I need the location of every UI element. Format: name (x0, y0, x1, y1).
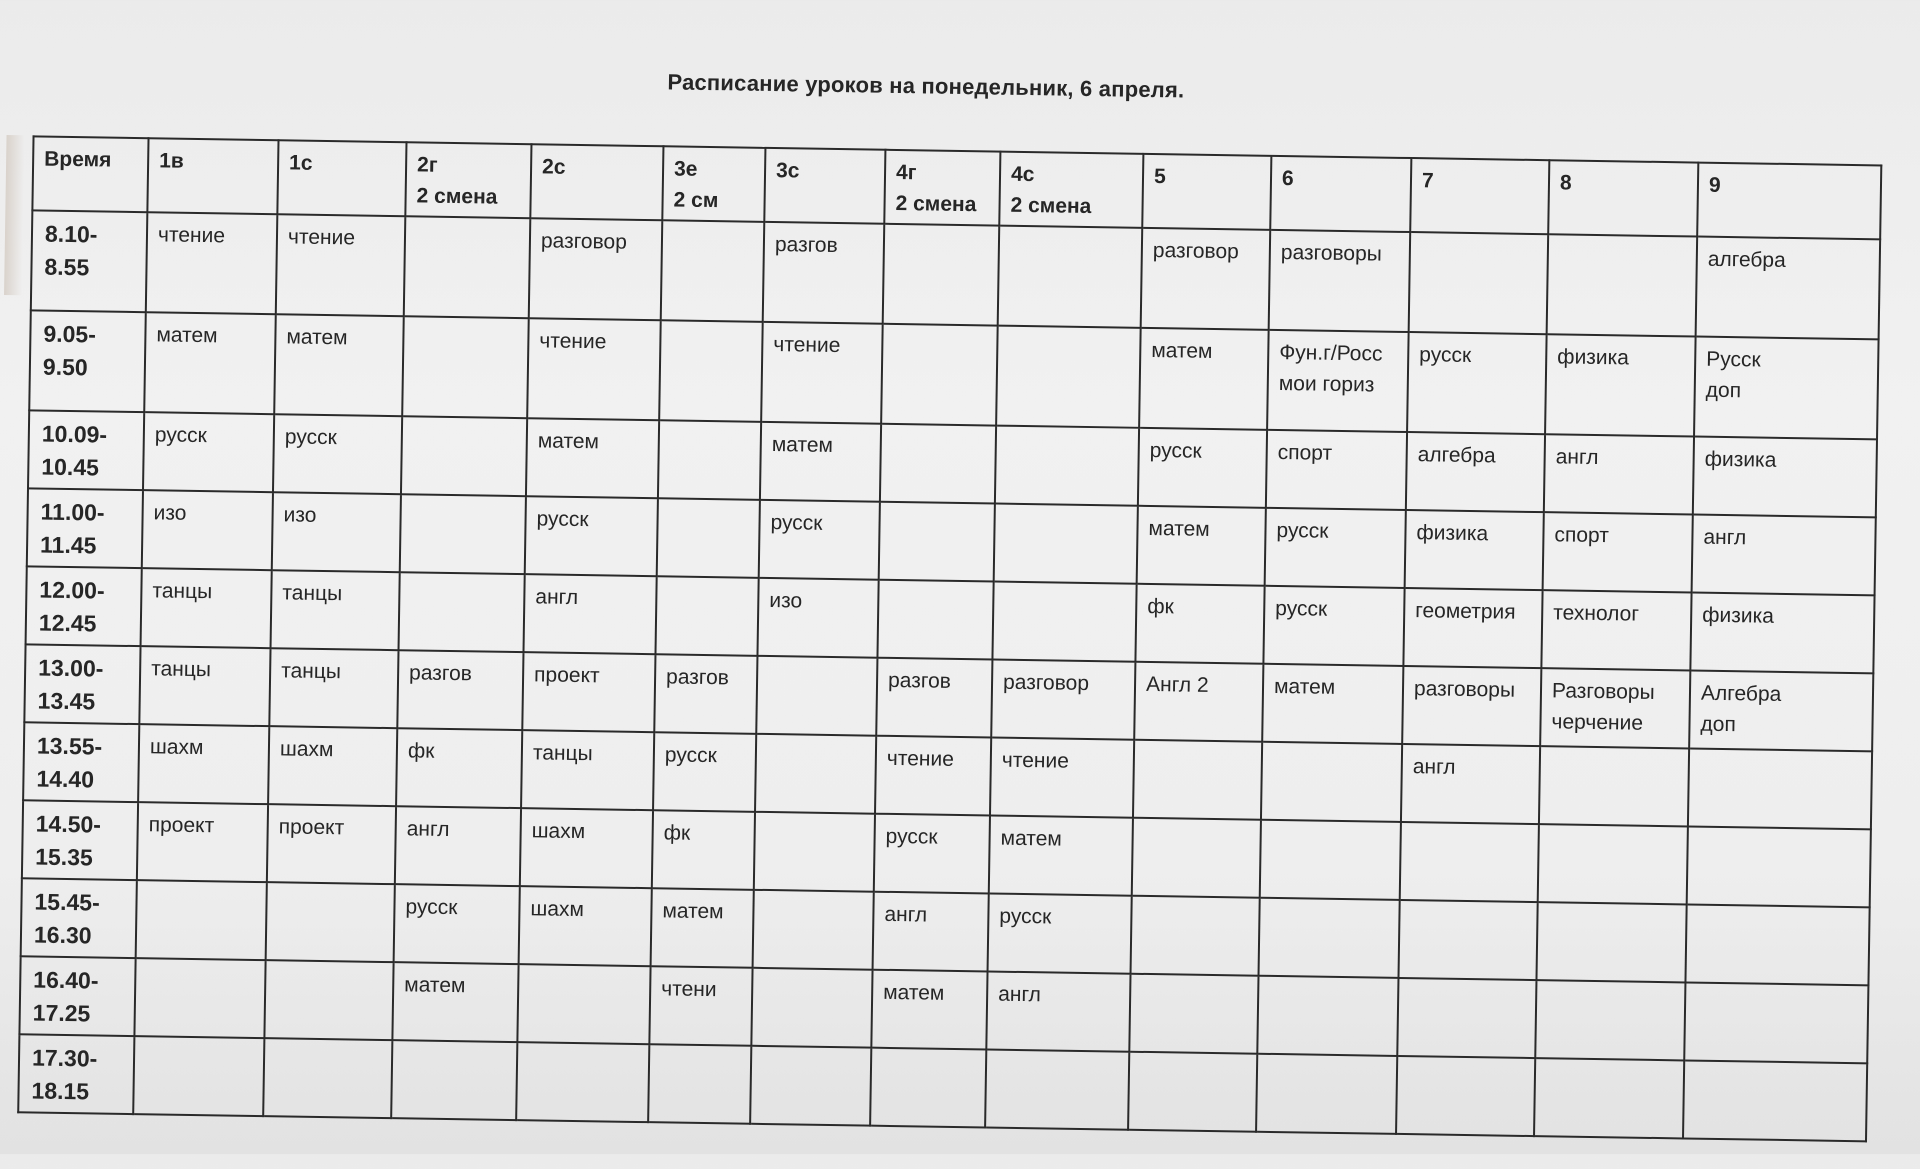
lesson-cell (1400, 822, 1539, 902)
lesson-cell (1138, 428, 1267, 508)
lesson-cell (523, 574, 656, 654)
time-slot (31, 210, 148, 312)
lesson-name: англ (1703, 525, 1747, 550)
lesson-cell (1409, 232, 1549, 334)
header-class-name: 6 (1281, 167, 1294, 191)
lesson-cell (761, 322, 883, 424)
lesson-name: шахм (279, 737, 334, 762)
time-end: 14.40 (36, 765, 95, 793)
lesson-cell (519, 886, 652, 966)
header-shift: 2 смена (416, 184, 498, 209)
lesson-cell (986, 971, 1130, 1051)
lesson-name: русск (405, 895, 458, 920)
lesson-name: русск (1419, 343, 1472, 368)
lesson-name: англ (406, 817, 450, 842)
lesson-cell (520, 808, 653, 888)
lesson-cell (136, 880, 267, 960)
time-end: 10.45 (41, 453, 100, 481)
lesson-cell (1692, 515, 1876, 596)
lesson-cell (1133, 740, 1262, 820)
lesson-name: шахм (531, 819, 586, 844)
lesson-name: алгебра (1417, 443, 1496, 468)
lesson-cell (1536, 902, 1686, 982)
time-slot (24, 644, 140, 724)
lesson-cell (269, 648, 398, 728)
lesson-cell (1261, 742, 1402, 822)
lesson-cell (1137, 506, 1266, 586)
header-class-name: 9 (1708, 173, 1721, 197)
lesson-cell (1269, 230, 1411, 332)
lesson-cell (1545, 334, 1696, 436)
lesson-cell (996, 326, 1141, 428)
time-end: 13.45 (37, 687, 96, 715)
lesson-cell (404, 216, 531, 318)
lesson-cell (998, 226, 1143, 328)
lesson-cell (1131, 896, 1260, 976)
lesson-name: чтение (157, 223, 226, 248)
lesson-cell (1256, 1054, 1397, 1134)
lesson-cell (1694, 337, 1879, 440)
page-title: Расписание уроков на понедельник, 6 апреля. (667, 69, 1185, 103)
time-end: 15.35 (35, 843, 93, 871)
lesson-cell (142, 490, 273, 570)
header-class-name: 8 (1559, 171, 1572, 195)
lesson-cell (870, 1048, 986, 1128)
lesson-name: Разговоры (1551, 679, 1655, 704)
lesson-name: матем (771, 433, 834, 457)
lesson-name: доп (1700, 712, 1737, 737)
lesson-cell (138, 724, 269, 804)
lesson-cell (264, 960, 393, 1040)
time-start: 8.10- (44, 220, 98, 248)
lesson-cell (1398, 900, 1537, 980)
time-slot (18, 1034, 134, 1114)
lesson-cell (876, 658, 992, 738)
lesson-name: проект (278, 815, 345, 840)
time-slot (21, 878, 137, 958)
lesson-cell (1689, 670, 1873, 751)
lesson-name: матем (1148, 516, 1210, 541)
lesson-name: физика (1702, 603, 1775, 628)
lesson-name: русск (999, 904, 1052, 929)
schedule-table (17, 135, 1882, 1142)
lesson-name: матем (662, 899, 724, 924)
lesson-cell (759, 500, 880, 580)
lesson-cell (522, 652, 655, 732)
lesson-cell (874, 814, 990, 894)
lesson-cell (268, 726, 397, 806)
lesson-name: русск (1149, 438, 1202, 463)
lesson-name: Русск (1706, 347, 1761, 372)
lesson-name: разговор (540, 229, 628, 254)
header-class (530, 144, 663, 220)
lesson-cell (521, 730, 654, 810)
time-slot (29, 310, 146, 412)
lesson-name: русск (536, 507, 589, 532)
lesson-cell (1406, 432, 1545, 512)
lesson-cell (649, 966, 752, 1046)
lesson-name: фк (407, 739, 435, 763)
time-slot (27, 488, 143, 568)
lesson-cell (661, 220, 765, 322)
lesson-cell (1401, 744, 1540, 824)
lesson-cell (394, 884, 520, 964)
lesson-cell (1262, 664, 1403, 744)
lesson-name: разгов (774, 233, 838, 258)
lesson-cell (1534, 1058, 1684, 1138)
lesson-cell (276, 214, 406, 316)
lesson-name: разгов (408, 661, 473, 686)
lesson-cell (1683, 1060, 1867, 1141)
lesson-cell (517, 964, 650, 1044)
header-class-name: Время (44, 147, 112, 172)
lesson-name: изо (769, 589, 803, 613)
lesson-cell (144, 312, 276, 414)
header-class-name: 4с (1010, 162, 1035, 187)
lesson-cell (396, 728, 522, 808)
lesson-name: разговор (1152, 238, 1239, 264)
time-slot (19, 956, 135, 1036)
lesson-cell (994, 504, 1138, 584)
header-class (405, 142, 531, 218)
lesson-cell (992, 582, 1136, 662)
lesson-cell (873, 892, 989, 972)
lesson-name: матем (1273, 674, 1336, 699)
lesson-cell (392, 962, 518, 1042)
lesson-cell (402, 316, 529, 418)
lesson-name: матем (1000, 826, 1062, 851)
lesson-name: технолог (1553, 601, 1640, 626)
lesson-cell (1690, 592, 1874, 673)
lesson-name: Англ 2 (1145, 672, 1209, 697)
lesson-name: матем (156, 323, 218, 348)
lesson-name: матем (883, 980, 945, 1005)
lesson-cell (527, 318, 661, 420)
lesson-cell (1685, 904, 1869, 985)
lesson-name: спорт (1554, 523, 1610, 548)
lesson-cell (267, 804, 396, 884)
lesson-name: шахм (530, 897, 585, 922)
lesson-cell (1141, 228, 1271, 330)
lesson-cell (1547, 234, 1698, 336)
lesson-name: танцы (151, 657, 212, 682)
lesson-cell (755, 734, 876, 814)
header-class (1548, 160, 1698, 236)
lesson-cell (525, 496, 658, 576)
time-end: 11.45 (39, 531, 97, 559)
header-class (1270, 156, 1411, 232)
lesson-cell (879, 502, 995, 582)
lesson-name: матем (404, 973, 466, 998)
lesson-cell (881, 324, 998, 426)
lesson-name: фк (1147, 594, 1174, 619)
lesson-name: алгебра (1707, 247, 1786, 272)
lesson-name: англ (535, 585, 579, 610)
lesson-name: матем (1151, 338, 1213, 363)
lesson-cell (1402, 666, 1541, 746)
lesson-cell (658, 420, 761, 500)
lesson-cell (1688, 748, 1872, 829)
lesson-name: русск (885, 824, 938, 849)
header-class (1410, 158, 1549, 234)
lesson-cell (266, 882, 395, 962)
lesson-cell (763, 222, 885, 324)
lesson-name: физика (1557, 345, 1630, 370)
time-start: 11.00- (40, 498, 105, 526)
lesson-cell (757, 578, 878, 658)
time-start: 15.45- (34, 888, 100, 916)
lesson-cell (985, 1049, 1129, 1129)
time-end: 18.15 (31, 1077, 90, 1105)
lesson-cell (274, 314, 404, 416)
lesson-cell (399, 572, 525, 652)
lesson-cell (146, 212, 278, 314)
lesson-cell (883, 224, 1000, 326)
lesson-cell (391, 1040, 517, 1120)
lesson-name: разговоры (1280, 241, 1383, 266)
time-start: 12.00- (39, 576, 105, 604)
header-class (1697, 163, 1881, 240)
lesson-cell (751, 968, 872, 1048)
lesson-name: танцы (280, 659, 342, 684)
lesson-cell (652, 810, 755, 890)
lesson-cell (1541, 590, 1691, 670)
lesson-cell (526, 418, 659, 498)
lesson-cell (1139, 328, 1269, 430)
header-class-name: 5 (1153, 165, 1166, 189)
lesson-cell (1539, 746, 1689, 826)
header-shift: 2 смена (895, 191, 977, 217)
header-class-name: 3с (775, 159, 800, 183)
lesson-cell (871, 970, 987, 1050)
lesson-name: проект (533, 663, 600, 688)
lesson-cell (990, 738, 1134, 818)
lesson-name: чтение (539, 329, 607, 354)
lesson-name: изо (283, 503, 317, 527)
lesson-name: мои гориз (1278, 371, 1375, 397)
lesson-cell (1129, 974, 1258, 1054)
lesson-cell (1403, 588, 1542, 668)
lesson-name: геометрия (1415, 599, 1516, 624)
lesson-name: шахм (149, 735, 204, 760)
lesson-name: англ (998, 982, 1042, 1007)
time-end: 12.45 (38, 609, 97, 637)
lesson-cell (1134, 662, 1263, 742)
lesson-name: танцы (152, 579, 213, 604)
time-slot (23, 722, 139, 802)
lesson-cell (1257, 976, 1398, 1056)
lesson-cell (991, 660, 1135, 740)
lesson-cell (1543, 512, 1693, 592)
lesson-name: чтение (1001, 748, 1070, 773)
lesson-cell (655, 576, 758, 656)
lesson-cell (1263, 586, 1404, 666)
lesson-cell (133, 1036, 264, 1116)
lesson-name: Алгебра (1700, 681, 1782, 706)
time-end: 9.50 (42, 353, 88, 381)
lesson-cell (1135, 584, 1264, 664)
time-start: 13.55- (36, 732, 103, 760)
lesson-cell (1693, 437, 1877, 518)
lesson-name: разговор (1002, 670, 1090, 696)
lesson-cell (1407, 332, 1547, 434)
lesson-name: русск (154, 423, 207, 448)
lesson-cell (134, 958, 265, 1038)
lesson-name: англ (1412, 755, 1456, 779)
lesson-cell (1259, 898, 1400, 978)
lesson-cell (1266, 430, 1407, 510)
time-start: 16.40- (33, 966, 99, 994)
lesson-cell (750, 1046, 871, 1126)
header-class (884, 150, 1000, 226)
header-time (32, 136, 148, 212)
lesson-cell (875, 736, 991, 816)
lesson-cell (141, 568, 272, 648)
time-start: 13.00- (37, 654, 104, 682)
lesson-cell (1265, 508, 1406, 588)
lesson-name: разговоры (1413, 677, 1516, 702)
lesson-cell (139, 646, 270, 726)
lesson-cell (400, 494, 526, 574)
lesson-name: черчение (1551, 710, 1644, 735)
time-end: 8.55 (44, 253, 90, 281)
lesson-cell (1132, 818, 1261, 898)
lesson-cell (760, 422, 881, 502)
lesson-name: русск (1276, 518, 1329, 543)
lesson-cell (756, 656, 877, 736)
lesson-cell (651, 888, 754, 968)
lesson-name: танцы (282, 581, 343, 606)
lesson-name: чтени (661, 977, 717, 1002)
header-shift: 2 смена (1010, 193, 1092, 219)
lesson-cell (989, 816, 1133, 896)
lesson-cell (659, 320, 763, 422)
lesson-cell (529, 218, 663, 320)
lesson-name: русск (284, 425, 337, 450)
header-class-name: 4г (895, 160, 917, 185)
header-class (147, 138, 278, 214)
lesson-name: чтение (773, 333, 841, 358)
lesson-name: русск (1275, 596, 1328, 621)
lesson-name: физика (1704, 447, 1777, 472)
lesson-name: чтение (886, 746, 955, 771)
lesson-cell (754, 812, 875, 892)
lesson-cell (397, 650, 523, 730)
lesson-cell (1544, 434, 1694, 514)
time-end: 17.25 (32, 999, 91, 1027)
lesson-cell (753, 890, 874, 970)
finger-shadow (4, 135, 25, 295)
lesson-cell (1267, 330, 1409, 432)
schedule-body (18, 210, 1880, 1141)
lesson-cell (1128, 1052, 1257, 1132)
header-class-name: 7 (1421, 169, 1434, 193)
lesson-cell (1396, 1056, 1535, 1136)
time-start: 14.50- (35, 810, 102, 838)
lesson-cell (137, 802, 268, 882)
time-slot (22, 800, 138, 880)
lesson-cell (263, 1038, 392, 1118)
lesson-name: физика (1416, 521, 1489, 546)
header-class-name: 3е (673, 157, 698, 181)
lesson-name: проект (148, 813, 215, 838)
header-class (764, 148, 885, 224)
lesson-name: русск (770, 511, 823, 535)
lesson-cell (1405, 510, 1544, 590)
header-class-name: 1в (158, 149, 184, 173)
lesson-cell (988, 893, 1132, 973)
header-class-name: 2г (416, 153, 438, 177)
lesson-cell (1260, 820, 1401, 900)
lesson-cell (1538, 824, 1688, 904)
lesson-cell (1540, 668, 1690, 748)
lesson-cell (1696, 237, 1881, 340)
lesson-cell (1397, 978, 1536, 1058)
lesson-cell (273, 414, 402, 494)
lesson-name: разгов (665, 665, 730, 690)
time-end: 16.30 (33, 921, 92, 949)
lesson-cell (395, 806, 521, 886)
header-class (1142, 154, 1271, 230)
lesson-name: танцы (532, 741, 593, 766)
lesson-name: фк (663, 821, 691, 845)
lesson-cell (516, 1042, 649, 1122)
header-class (277, 140, 406, 216)
time-start: 10.09- (41, 420, 108, 448)
lesson-cell (272, 492, 401, 572)
lesson-cell (657, 498, 760, 578)
header-class-name: 2с (541, 155, 566, 179)
header-shift: 2 см (673, 188, 719, 213)
time-slot (26, 566, 142, 646)
lesson-cell (877, 580, 993, 660)
header-class-name: 1с (288, 151, 313, 175)
lesson-cell (1687, 826, 1871, 907)
lesson-cell (995, 426, 1139, 506)
lesson-name: англ (1555, 445, 1599, 470)
lesson-name: доп (1705, 378, 1742, 403)
lesson-name: матем (537, 429, 600, 454)
lesson-name: чтение (287, 225, 356, 250)
lesson-cell (648, 1044, 751, 1124)
lesson-name: изо (153, 501, 187, 525)
lesson-cell (654, 654, 757, 734)
header-class (999, 152, 1143, 228)
time-slot (28, 410, 144, 490)
lesson-name: англ (884, 902, 928, 927)
lesson-cell (653, 732, 756, 812)
time-start: 17.30- (31, 1044, 98, 1072)
header-class (662, 146, 765, 222)
lesson-cell (1535, 980, 1685, 1060)
lesson-cell (143, 412, 274, 492)
lesson-cell (271, 570, 400, 650)
lesson-name: спорт (1277, 440, 1333, 465)
lesson-cell (880, 424, 996, 504)
lesson-cell (1684, 982, 1868, 1063)
lesson-name: матем (286, 325, 348, 350)
lesson-name: русск (664, 743, 717, 768)
lesson-name: разгов (887, 668, 952, 693)
lesson-name: Фун.г/Росс (1279, 340, 1383, 366)
time-start: 9.05- (43, 320, 97, 348)
lesson-cell (401, 416, 527, 496)
